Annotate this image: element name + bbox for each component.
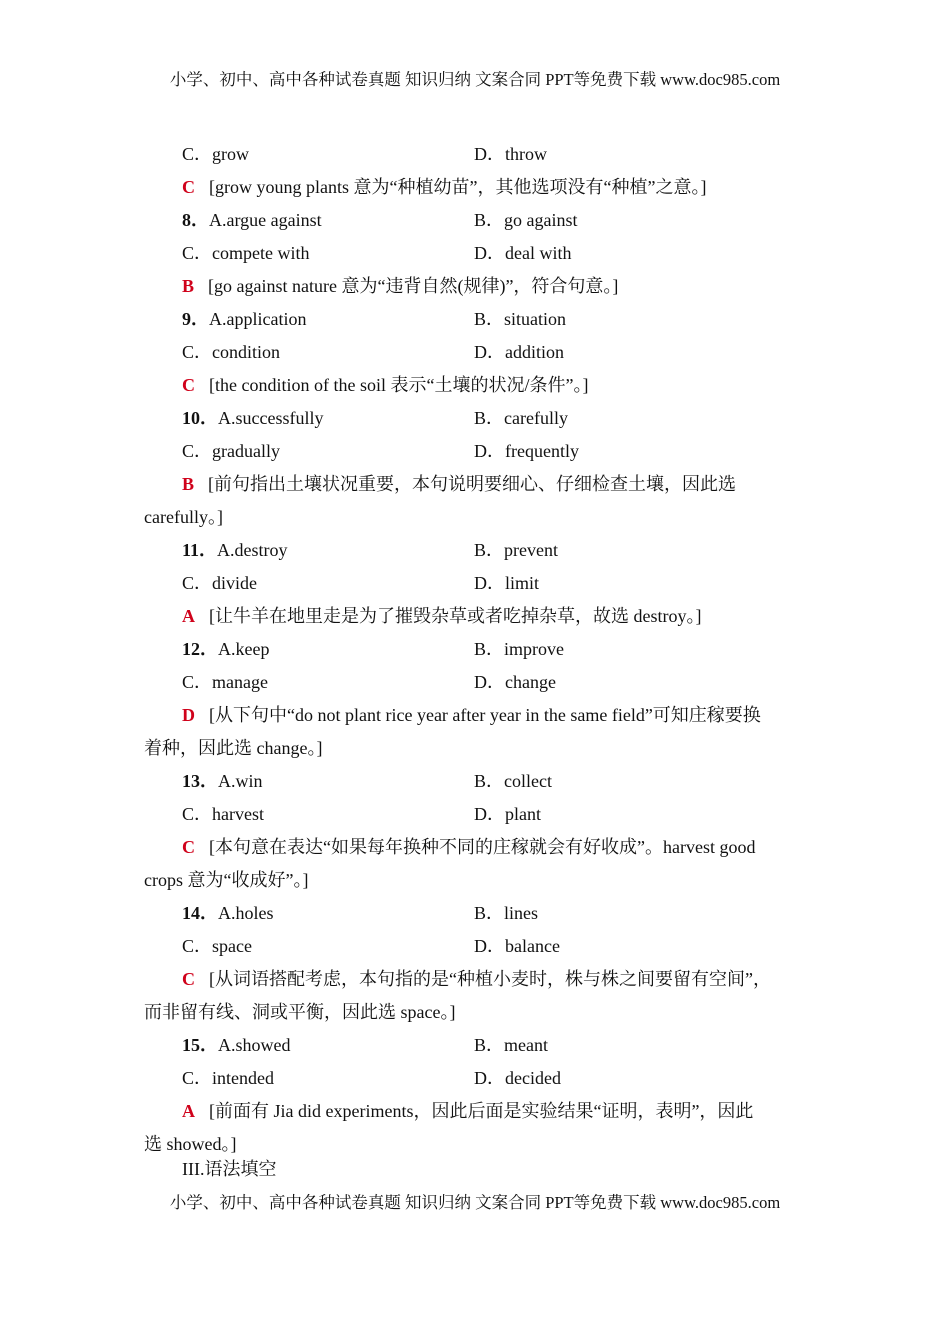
q12-option-d: D．change (474, 672, 556, 692)
q13-explanation-line-2: crops 意为“收成好”。] (144, 870, 309, 890)
q8-number: 8． (182, 210, 209, 230)
q15-number: 15． (182, 1035, 218, 1055)
page-footer: 小学、初中、高中各种试卷真题 知识归纳 文案合同 PPT等免费下载 www.doc985.com (169, 1193, 781, 1212)
q11-option-d: D．limit (474, 573, 540, 593)
q15-option-b: B．meant (474, 1035, 548, 1055)
q10-options-ab (144, 402, 824, 435)
q13-options-cd (144, 798, 824, 831)
q7-explanation (144, 171, 824, 204)
q14-option-a: A.holes (218, 903, 274, 923)
q12-explanation (144, 699, 824, 732)
q12-answer: D (182, 705, 195, 725)
q12-number: 12． (182, 639, 218, 659)
q15-explanation-line-2: 选 showed。] (144, 1134, 237, 1154)
q9-option-c: C．condition (182, 342, 280, 362)
q11-explanation-text: [让牛羊在地里走是为了摧毁杂草或者吃掉杂草，故选 destroy。] (209, 606, 702, 626)
q10-explanation-line-2: carefully。] (144, 507, 223, 527)
q9-explanation-text: [the condition of the soil 表示“土壤的状况/条件”。] (209, 375, 589, 395)
q10-option-d: D．frequently (474, 441, 579, 461)
q15-explanation-text-1: [前面有 Jia did experiments，因此后面是实验结果“证明，表明”，因此 (209, 1101, 754, 1121)
q13-option-c: C．harvest (182, 804, 264, 824)
q14-option-d: D．balance (474, 936, 560, 956)
q8-explanation-text: [go against nature 意为“违背自然(规律)”，符合句意。] (208, 276, 619, 296)
q12-option-c: C．manage (182, 672, 268, 692)
q12-options-ab (144, 633, 824, 666)
q15-answer: A (182, 1101, 195, 1121)
q13-option-b: B．collect (474, 771, 552, 791)
q11-option-b: B．prevent (474, 540, 558, 560)
q13-explanation-text-1: [本句意在表达“如果每年换种不同的庄稼就会有好收成”。harvest good (209, 837, 756, 857)
section-title: III.语法填空 (182, 1159, 277, 1179)
q7-options-cd (144, 138, 824, 171)
q9-answer: C (182, 375, 195, 395)
q12-option-a: A.keep (218, 639, 270, 659)
q12-explanation-line-2: 着种，因此选 change。] (144, 738, 323, 758)
q7-option-d: D．throw (474, 144, 547, 164)
answer-key-content (144, 138, 824, 1186)
q13-options-ab (144, 765, 824, 798)
q10-number: 10． (182, 408, 218, 428)
q7-answer: C (182, 177, 195, 197)
q13-answer: C (182, 837, 195, 857)
q15-options-cd (144, 1062, 824, 1095)
q14-explanation (144, 963, 824, 996)
q7-explanation-text: [grow young plants 意为“种植幼苗”，其他选项没有“种植”之意。] (209, 177, 707, 197)
q9-option-d: D．addition (474, 342, 564, 362)
q9-option-a: A.application (209, 309, 307, 329)
q14-options-ab (144, 897, 824, 930)
q13-option-a: A.win (218, 771, 263, 791)
q8-option-c: C．compete with (182, 243, 310, 263)
q10-options-cd (144, 435, 824, 468)
q14-option-b: B．lines (474, 903, 539, 923)
q9-options-cd (144, 336, 824, 369)
q12-explanation-text-1: [从下句中“do not plant rice year after year in the same field”可知庄稼要换 (209, 705, 761, 725)
page-header: 小学、初中、高中各种试卷真题 知识归纳 文案合同 PPT等免费下载 www.doc985.com (169, 70, 781, 89)
q11-options-cd (144, 567, 824, 600)
q11-option-a: A.destroy (217, 540, 288, 560)
q9-option-b: B．situation (474, 309, 567, 329)
q12-option-b: B．improve (474, 639, 564, 659)
q14-options-cd (144, 930, 824, 963)
q8-option-d: D．deal with (474, 243, 572, 263)
q11-options-ab (144, 534, 824, 567)
q15-option-d: D．decided (474, 1068, 561, 1088)
q8-option-b: B．go against (474, 210, 578, 230)
q14-answer: C (182, 969, 195, 989)
q15-explanation (144, 1095, 824, 1128)
q15-option-c: C．intended (182, 1068, 274, 1088)
q12-options-cd (144, 666, 824, 699)
q8-option-a: A.argue against (209, 210, 322, 230)
q14-explanation-text-1: [从词语搭配考虑，本句指的是“种植小麦时，株与株之间要留有空间”， (209, 969, 771, 989)
q8-options-cd (144, 237, 824, 270)
q10-option-c: C．gradually (182, 441, 280, 461)
q14-option-c: C．space (182, 936, 252, 956)
q9-explanation (144, 369, 824, 402)
q8-options-ab (144, 204, 824, 237)
q8-answer: B (182, 276, 195, 296)
q11-answer: A (182, 606, 195, 626)
q15-option-a: A.showed (218, 1035, 291, 1055)
q10-option-a: A.successfully (218, 408, 324, 428)
q9-number: 9． (182, 309, 209, 329)
q7-option-c: C．grow (182, 144, 249, 164)
q11-explanation (144, 600, 824, 633)
q15-options-ab (144, 1029, 824, 1062)
q14-number: 14． (182, 903, 218, 923)
q8-explanation (144, 270, 824, 303)
q11-option-c: C．divide (182, 573, 257, 593)
q9-options-ab (144, 303, 824, 336)
q13-number: 13． (182, 771, 218, 791)
q10-explanation-text-1: [前句指出土壤状况重要，本句说明要细心、仔细检查土壤，因此选 (208, 474, 737, 494)
q10-answer: B (182, 474, 195, 494)
q13-option-d: D．plant (474, 804, 541, 824)
q13-explanation (144, 831, 824, 864)
q11-number: 11． (182, 540, 218, 560)
q10-option-b: B．carefully (474, 408, 568, 428)
q10-explanation (144, 468, 824, 501)
q14-explanation-line-2: 而非留有线、洞或平衡，因此选 space。] (144, 1002, 456, 1022)
